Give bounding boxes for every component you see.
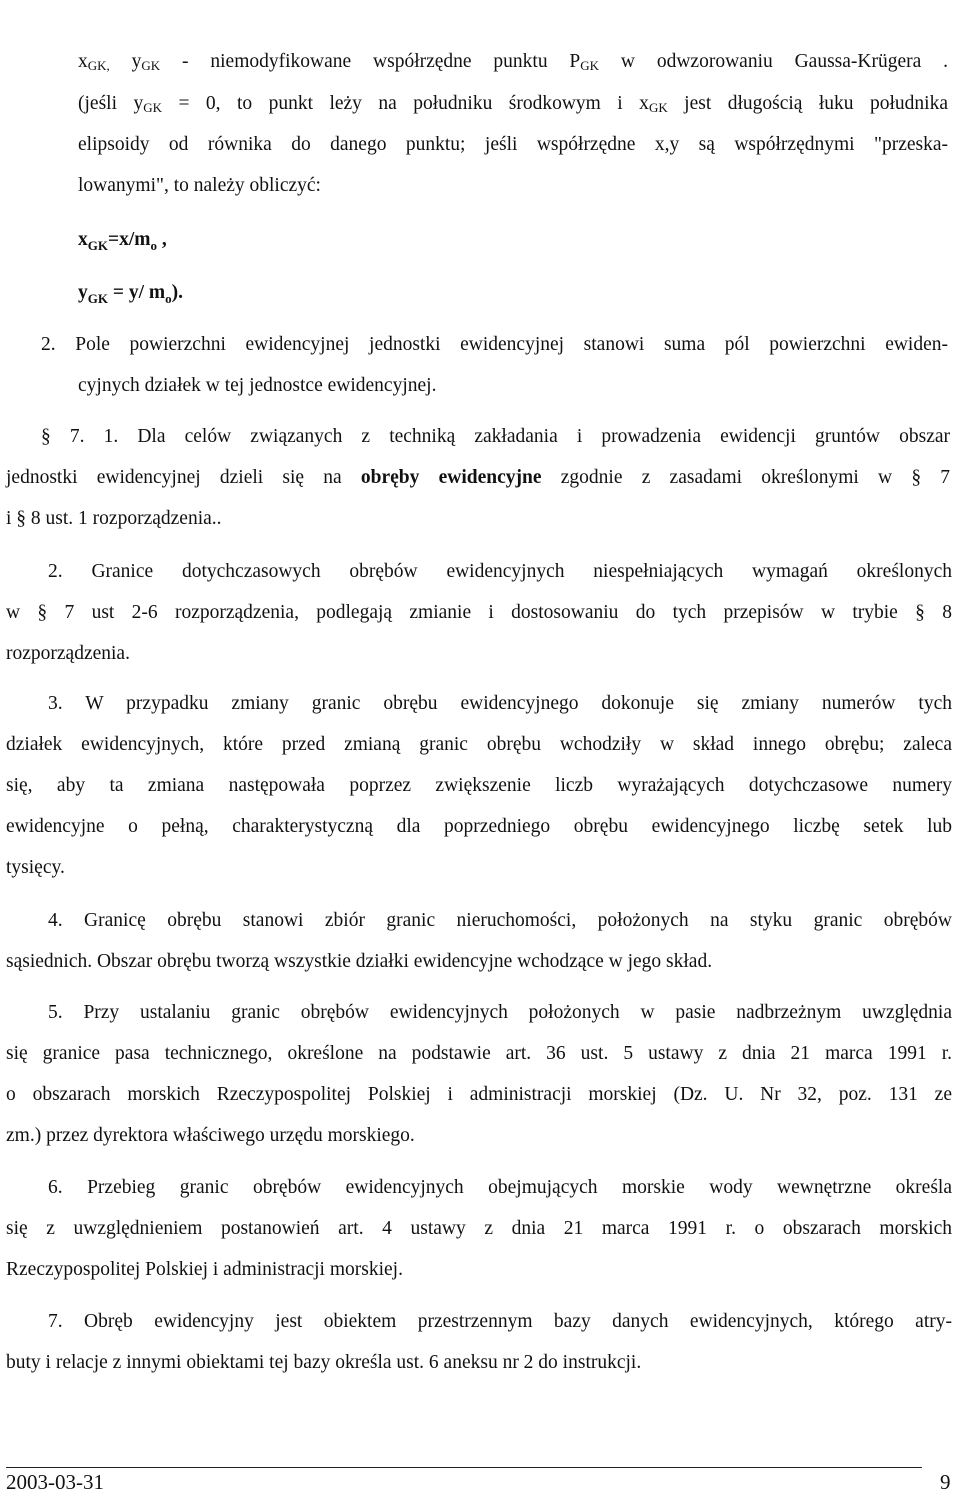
section-sign: §	[41, 426, 51, 447]
text-line: 2. Pole powierzchni ewidencyjnej jednostki ewidencyjnej stanowi suma pól powierzchni ewiden-	[41, 334, 948, 355]
section-sign: §	[16, 508, 27, 529]
text-line: się granice pasa technicznego, określone na podstawie art. 36 ust. 5 ustawy z dnia 21 marca 1991 r.	[6, 1043, 952, 1064]
section-sign: §	[915, 602, 925, 623]
text-line: cyjnych działek w tej jednostce ewidencyjnej.	[78, 375, 437, 396]
text-line: ewidencyjne o pełną, charakterystyczną dla poprzedniego obrębu ewidencyjnego liczbę setek lub	[6, 816, 952, 837]
text-line: 2. Granice dotychczasowych obrębów ewidencyjnych niespełniających wymagań określonych	[48, 561, 952, 582]
text-line: § 7. 1. Dla celów związanych z techniką zakładania i prowadzenia ewidencji gruntów obszar	[41, 426, 951, 447]
text-line: elipsoidy od równika do danego punktu; jeśli współrzędne x,y są współrzędnymi "przeska-	[78, 134, 948, 155]
text-line: się, aby ta zmiana następowała poprzez zwiększenie liczb wyrażających dotychczasowe numery	[6, 775, 952, 796]
text-line: zm.) przez dyrektora właściwego urzędu morskiego.	[6, 1125, 415, 1146]
text-line: w § 7 ust 2-6 rozporządzenia, podlegają zmianie i dostosowaniu do tych przepisów w trybie § 8	[6, 602, 952, 623]
text-line: 3. W przypadku zmiany granic obrębu ewidencyjnego dokonuje się zmiany numerów tych	[48, 693, 952, 714]
text-line: 6. Przebieg granic obrębów ewidencyjnych obejmujących morskie wody wewnętrzne określa	[48, 1177, 952, 1198]
text-line: tysięcy.	[6, 857, 65, 878]
text-line: sąsiednich. Obszar obrębu tworzą wszystkie działki ewidencyjne wchodzące w jego skład.	[6, 951, 713, 972]
footer-rule	[6, 1467, 922, 1468]
text-line: działek ewidencyjnych, które przed zmianą granic obrębu wchodziły w skład innego obrębu; zaleca	[6, 734, 952, 755]
text-line: się z uwzględnieniem postanowień art. 4 ustawy z dnia 21 marca 1991 r. o obszarach morskich	[6, 1218, 952, 1239]
text-line: jednostki ewidencyjnej dzieli się na obręby ewidencyjne zgodnie z zasadami określonymi w § 7	[6, 467, 951, 488]
text-line: buty i relacje z innymi obiektami tej bazy określa ust. 6 aneksu nr 2 do instrukcji.	[6, 1352, 642, 1373]
text-line: lowanymi", to należy obliczyć:	[78, 175, 321, 196]
formula-x: $x_{GK}=x/m_o$ ,	[78, 229, 167, 253]
text-line: 5. Przy ustalaniu granic obrębów ewidencyjnych położonych w pasie nadbrzeżnym uwzględnia	[48, 1002, 952, 1023]
bold-term: obręby ewidencyjne	[360, 467, 542, 488]
formula-y: $y_{GK} = y/$ $m_o$).	[78, 282, 184, 306]
text-line: 4. Granicę obrębu stanowi zbiór granic nieruchomości, położonych na styku granic obrębów	[48, 910, 952, 931]
text-line: Rzeczypospolitej Polskiej i administracji morskiej.	[6, 1259, 403, 1280]
text-line: 7. Obręb ewidencyjny jest obiektem przestrzennym bazy danych ewidencyjnych, którego atry-	[48, 1311, 952, 1332]
text-line: i § 8 ust. 1 rozporządzenia..	[6, 508, 222, 529]
text-line: rozporządzenia.	[6, 643, 130, 664]
section-sign: §	[911, 467, 922, 488]
text-line: (jeśli $y_{GK} = 0$, to punkt leży na południku środkowym i $x_{GK}$ jest długością łuku południka	[78, 93, 948, 115]
text-line: o obszarach morskich Rzeczypospolitej Polskiej i administracji morskiej (Dz. U. Nr 32, poz. 131 ze	[6, 1084, 952, 1105]
text-line: $x_{GK,}$ $y_{GK}$ - niemodyfikowane współrzędne punktu $P_{GK}$ w odwzorowaniu Gaussa-Krügera .	[78, 51, 949, 73]
section-sign: §	[37, 602, 48, 623]
page-number: 9	[940, 1470, 951, 1494]
footer-date: 2003-03-31	[6, 1470, 104, 1494]
